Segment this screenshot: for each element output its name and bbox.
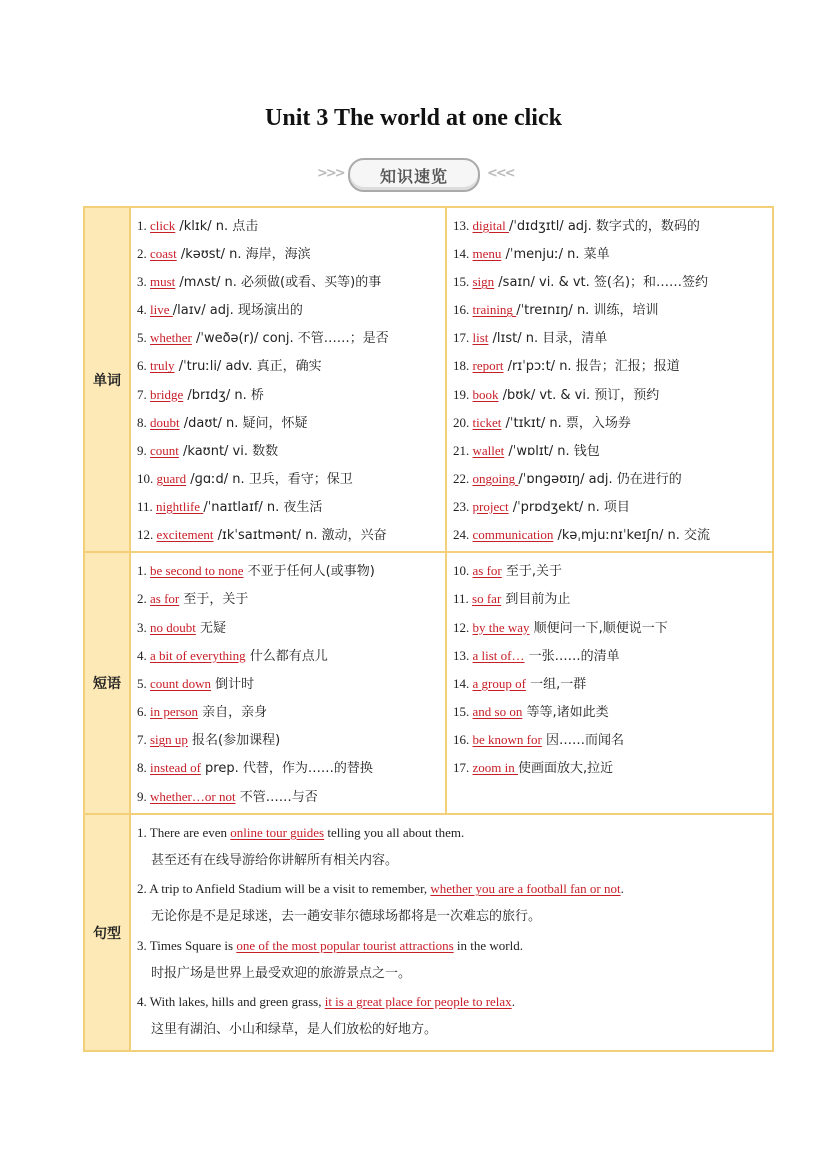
item-term: project xyxy=(472,498,509,514)
sentence-text: 1. There are even xyxy=(137,824,231,840)
item-term: coast xyxy=(150,246,177,262)
words-row xyxy=(84,207,773,552)
item-term: digital xyxy=(472,218,509,233)
item-definition: 使画面放大,拉近 xyxy=(518,761,614,777)
list-item xyxy=(453,324,772,352)
item-number: 4. xyxy=(137,302,147,318)
item-term: bridge xyxy=(150,386,184,402)
list-item xyxy=(137,296,445,324)
item-number: 17. xyxy=(453,760,470,776)
item-definition: /ˈmenjuː/ n. 菜单 xyxy=(501,247,610,263)
item-number: 22. xyxy=(453,470,470,486)
list-item xyxy=(137,352,445,380)
sentence-chinese: 时报广场是世界上最受欢迎的旅游景点之一。 xyxy=(151,965,412,981)
words-label: 单词 xyxy=(84,207,130,552)
list-item xyxy=(137,557,445,585)
list-item xyxy=(137,240,445,268)
item-definition: /ˈdɪdʒɪtl/ adj. 数字式的，数码的 xyxy=(508,219,700,234)
item-number: 15. xyxy=(453,274,470,290)
item-definition: /ɪkˈsaɪtmənt/ n. 激动，兴奋 xyxy=(213,528,387,544)
item-term: instead of xyxy=(150,760,201,776)
list-item xyxy=(137,614,445,642)
item-number: 9. xyxy=(137,788,147,804)
item-number: 8. xyxy=(137,414,147,430)
list-item xyxy=(453,521,772,549)
sentence-text: 3. Times Square is xyxy=(137,937,237,953)
list-item xyxy=(453,240,772,268)
item-number: 12. xyxy=(453,619,470,635)
item-definition: /bʊk/ vt. & vi. 预订，预约 xyxy=(498,387,660,403)
list-item xyxy=(137,493,445,521)
left-arrows-icon: <<< xyxy=(487,166,514,181)
item-term: no doubt xyxy=(150,619,196,635)
item-definition: 无疑 xyxy=(195,620,227,636)
sentence-text: 4. With lakes, hills and green grass, xyxy=(137,993,325,1009)
list-item xyxy=(137,521,445,549)
item-definition: /kaʊnt/ vi. 数数 xyxy=(178,443,279,459)
list-item xyxy=(137,465,445,493)
item-term: as for xyxy=(472,563,502,579)
item-number: 10. xyxy=(137,470,154,486)
list-item xyxy=(137,698,445,726)
words-right-column xyxy=(446,207,773,552)
item-definition: 不管……与否 xyxy=(235,789,318,805)
item-number: 20. xyxy=(453,414,470,430)
item-number: 10. xyxy=(453,563,470,579)
sentence-english xyxy=(137,988,772,1016)
item-term: count xyxy=(150,442,179,458)
item-term: truly xyxy=(150,358,175,374)
item-term: a group of xyxy=(472,675,526,691)
item-term: ticket xyxy=(472,414,502,430)
item-term: must xyxy=(150,274,176,290)
item-term: be known for xyxy=(472,732,542,748)
item-term: list xyxy=(472,330,489,346)
item-definition: /saɪn/ vi. & vt. 签(名)；和……签约 xyxy=(494,275,709,291)
item-definition: 不亚于任何人(或事物) xyxy=(243,564,375,580)
item-term: book xyxy=(472,386,499,402)
item-term: communication xyxy=(472,527,554,543)
item-term: sign xyxy=(472,274,495,290)
item-number: 3. xyxy=(137,274,147,290)
item-term: training xyxy=(472,302,517,318)
list-item xyxy=(137,268,445,296)
list-item xyxy=(453,726,772,754)
phrases-right-column xyxy=(446,552,773,814)
item-definition: 顺便问一下,顺便说一下 xyxy=(529,620,668,636)
right-arrows-icon: >>> xyxy=(317,166,344,181)
item-definition: 一张……的清单 xyxy=(524,648,620,664)
page-title: Unit 3 The world at one click xyxy=(265,105,562,131)
words-left-column xyxy=(130,207,446,552)
item-definition: /daʊt/ n. 疑问，怀疑 xyxy=(179,415,308,431)
item-term: guard xyxy=(156,470,187,486)
item-term: a list of… xyxy=(472,647,525,663)
item-term: menu xyxy=(472,246,502,262)
item-term: so far xyxy=(472,591,502,607)
item-number: 3. xyxy=(137,619,147,635)
list-item xyxy=(453,698,772,726)
item-term: report xyxy=(472,358,504,374)
item-term: excitement xyxy=(156,527,214,543)
item-number: 14. xyxy=(453,246,470,262)
sentence-highlight: whether you are a football fan or not xyxy=(430,881,621,897)
item-number: 2. xyxy=(137,246,147,262)
list-item xyxy=(453,352,772,380)
item-number: 1. xyxy=(137,563,147,579)
item-term: be second to none xyxy=(150,563,244,579)
item-term: zoom in xyxy=(472,760,518,776)
section-banner xyxy=(0,154,827,194)
list-item xyxy=(137,726,445,754)
sentence-chinese: 这里有湖泊、小山和绿草，是人们放松的好地方。 xyxy=(151,1022,438,1038)
list-item xyxy=(453,296,772,324)
item-number: 5. xyxy=(137,330,147,346)
item-definition: 至于，关于 xyxy=(179,592,249,608)
item-term: wallet xyxy=(472,442,505,458)
sentence-chinese: 无论你是不是足球迷，去一趟安菲尔德球场都将是一次难忘的旅行。 xyxy=(151,909,542,925)
item-definition: 一组,一群 xyxy=(525,676,587,692)
item-number: 21. xyxy=(453,442,470,458)
sentence-highlight: one of the most popular tourist attractions xyxy=(236,937,454,953)
item-number: 11. xyxy=(137,498,153,514)
item-number: 6. xyxy=(137,704,147,720)
list-item xyxy=(137,754,445,782)
banner-badge: 知识速览 xyxy=(348,158,480,192)
item-definition: 报名(参加课程) xyxy=(187,733,281,749)
item-number: 1. xyxy=(137,218,147,233)
item-definition: 至于,关于 xyxy=(501,564,563,580)
item-term: doubt xyxy=(150,414,180,430)
list-item xyxy=(137,212,445,240)
list-item xyxy=(453,642,772,670)
item-term: a bit of everything xyxy=(150,647,246,663)
list-item xyxy=(137,642,445,670)
item-number: 5. xyxy=(137,675,147,691)
sentence-english xyxy=(137,932,772,960)
item-number: 11. xyxy=(453,591,469,607)
phrases-left-column xyxy=(130,552,446,814)
sentence-chinese: 甚至还有在线导游给你讲解所有相关内容。 xyxy=(151,853,399,868)
item-number: 14. xyxy=(453,675,470,691)
sentence-highlight: it is a great place for people to relax xyxy=(324,993,512,1009)
sentence-text: 2. A trip to Anfield Stadium will be a visit to remember, xyxy=(137,881,431,897)
item-definition: prep. 代替，作为……的替换 xyxy=(200,761,373,777)
item-definition: /ˈwɒlɪt/ n. 钱包 xyxy=(504,443,600,459)
item-term: whether xyxy=(150,330,192,346)
item-term: ongoing xyxy=(472,470,519,486)
item-definition: /ˈprɒdʒekt/ n. 项目 xyxy=(508,499,630,515)
item-term: sign up xyxy=(150,732,188,748)
sentence-highlight: online tour guides xyxy=(230,824,325,840)
list-item xyxy=(137,670,445,698)
item-number: 16. xyxy=(453,732,470,748)
list-item xyxy=(137,381,445,409)
list-item xyxy=(137,324,445,352)
item-number: 2. xyxy=(137,591,147,607)
list-item xyxy=(453,465,772,493)
list-item xyxy=(137,585,445,613)
item-definition: 亲自，亲身 xyxy=(198,705,268,721)
item-number: 24. xyxy=(453,527,470,543)
list-item xyxy=(453,670,772,698)
sentence-english xyxy=(137,875,772,903)
item-definition: /ˈtreɪnɪŋ/ n. 训练，培训 xyxy=(516,303,659,319)
list-item xyxy=(137,437,445,465)
item-definition: 什么都有点儿 xyxy=(245,648,328,664)
item-number: 4. xyxy=(137,647,147,663)
item-term: by the way xyxy=(472,619,530,635)
list-item xyxy=(453,614,772,642)
item-number: 6. xyxy=(137,358,147,374)
item-definition: /ˈɒnɡəʊɪŋ/ adj. 仍在进行的 xyxy=(518,471,682,487)
item-number: 7. xyxy=(137,732,147,748)
list-item xyxy=(453,754,772,782)
item-term: as for xyxy=(150,591,180,607)
list-item xyxy=(453,409,772,437)
list-item xyxy=(453,212,772,240)
sentence-text: . xyxy=(511,993,515,1009)
item-definition: 等等,诸如此类 xyxy=(522,705,609,721)
item-definition: /ˈnaɪtlaɪf/ n. 夜生活 xyxy=(203,499,323,515)
item-number: 9. xyxy=(137,442,147,458)
knowledge-table xyxy=(83,206,774,1052)
item-number: 18. xyxy=(453,358,470,374)
item-number: 16. xyxy=(453,302,470,318)
list-item xyxy=(453,585,772,613)
sentence-english xyxy=(137,819,772,847)
item-term: in person xyxy=(150,704,199,720)
item-definition: /ˈweðə(r)/ conj. 不管……；是否 xyxy=(191,331,389,347)
item-term: whether…or not xyxy=(150,788,236,804)
sentence-text: telling you all about them. xyxy=(324,824,465,840)
item-number: 19. xyxy=(453,386,470,402)
item-number: 17. xyxy=(453,330,470,346)
item-definition: /brɪdʒ/ n. 桥 xyxy=(183,387,264,403)
item-definition: /ˈtɪkɪt/ n. 票，入场券 xyxy=(501,415,631,431)
item-definition: /lɪst/ n. 目录，清单 xyxy=(488,331,608,347)
list-item xyxy=(453,493,772,521)
list-item xyxy=(453,268,772,296)
item-number: 8. xyxy=(137,760,147,776)
item-term: live xyxy=(150,302,173,318)
item-number: 15. xyxy=(453,704,470,720)
item-definition: /rɪˈpɔːt/ n. 报告；汇报；报道 xyxy=(503,359,680,375)
item-definition: 到目前为止 xyxy=(501,592,571,608)
sentence-text: . xyxy=(620,881,624,897)
phrases-label: 短语 xyxy=(84,552,130,814)
list-item xyxy=(453,557,772,585)
item-definition: /laɪv/ adj. 现场演出的 xyxy=(172,303,303,319)
item-term: click xyxy=(150,218,176,233)
item-definition: 倒计时 xyxy=(211,676,255,692)
item-term: count down xyxy=(150,675,212,691)
item-term: nightlife xyxy=(156,498,204,514)
sentences-column xyxy=(130,814,773,1052)
item-definition: /kəˌmjuːnɪˈkeɪʃn/ n. 交流 xyxy=(553,528,711,544)
list-item xyxy=(137,783,445,811)
sentence-text: in the world. xyxy=(453,937,523,953)
item-number: 23. xyxy=(453,498,470,514)
item-term: and so on xyxy=(472,704,523,720)
item-definition: /kəʊst/ n. 海岸，海滨 xyxy=(176,247,311,263)
item-definition: /klɪk/ n. 点击 xyxy=(175,219,259,234)
item-definition: 因……而闻名 xyxy=(541,733,624,749)
item-number: 13. xyxy=(453,218,470,233)
item-number: 12. xyxy=(137,527,154,543)
sentences-label: 句型 xyxy=(84,814,130,1052)
list-item xyxy=(453,437,772,465)
sentences-row xyxy=(84,814,773,1052)
item-definition: /ɡɑːd/ n. 卫兵，看守；保卫 xyxy=(186,471,353,487)
item-definition: /mʌst/ n. 必须做(或看、买等)的事 xyxy=(175,275,382,291)
item-number: 13. xyxy=(453,647,470,663)
list-item xyxy=(137,409,445,437)
item-number: 7. xyxy=(137,386,147,402)
phrases-row xyxy=(84,552,773,814)
list-item xyxy=(453,381,772,409)
item-definition: /ˈtruːli/ adv. 真正，确实 xyxy=(174,359,322,375)
